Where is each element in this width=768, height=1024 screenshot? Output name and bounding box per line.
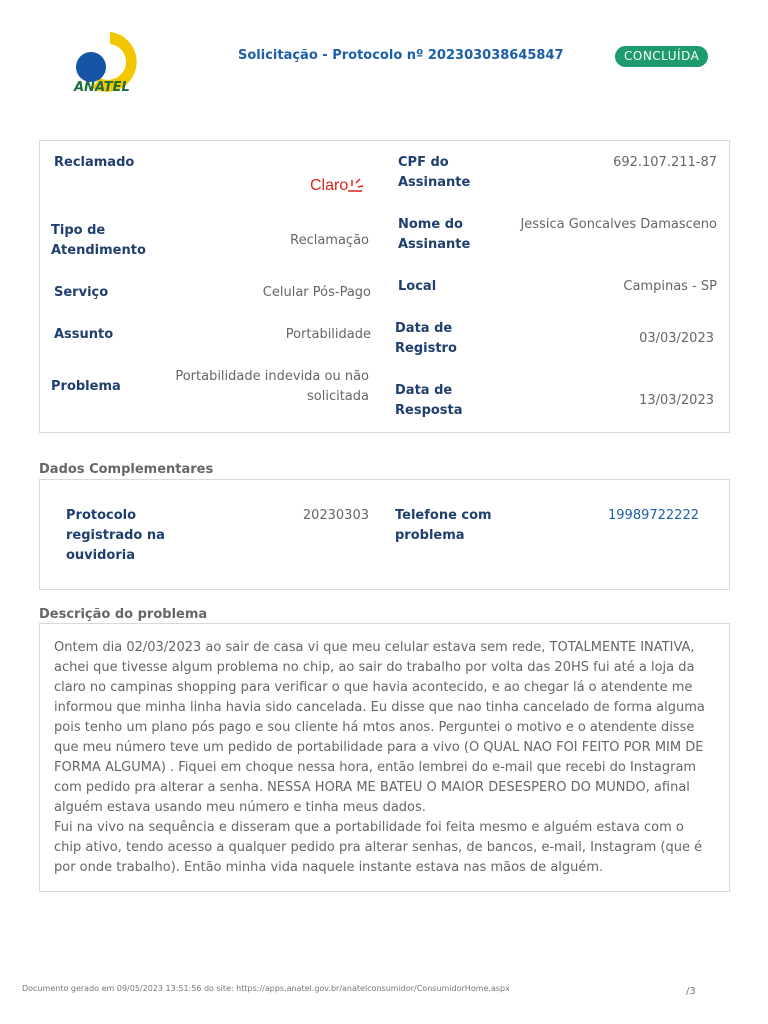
servico-label: Serviço bbox=[54, 285, 109, 300]
data-registro-value: 03/03/2023 bbox=[639, 331, 714, 346]
data-registro-label: Data de Registro bbox=[395, 321, 457, 356]
cpf-label: CPF do Assinante bbox=[398, 155, 471, 190]
descricao-title: Descrição do problema bbox=[39, 607, 208, 622]
assunto-label: Assunto bbox=[54, 327, 114, 342]
status-badge: CONCLUÍDA bbox=[615, 46, 708, 67]
anatel-logo bbox=[70, 28, 150, 100]
telefone-label: Telefone com problema bbox=[395, 508, 492, 543]
assunto-value: Portabilidade bbox=[285, 327, 371, 342]
telefone-value: 19989722222 bbox=[608, 508, 699, 523]
servico-value: Celular Pós-Pago bbox=[262, 285, 371, 300]
local-label: Local bbox=[398, 279, 437, 294]
descricao-paragraph-1: Ontem dia 02/03/2023 ao sair de casa vi que meu celular estava sem rede, TOTALMENTE INATIVA, achei que tivesse algum problema no chip, ao sair do trabalho por volta das 20HS fui até a loja da claro no campinas shopping para verificar o que havia acontecido, e ao chegar lá o atendente me informou que minha linha havia sido cancelada. Eu disse que nao tinha cancelado de forma alguma pois tenho um plano pós pago e sou cliente há mtos anos. Perguntei o motivo e o atendente disse que meu número teve um pedido de portabilidade para a vivo (O QUAL NAO FOI FEITO POR MIM DE FORMA ALGUMA) . Fiquei em choque nessa hora, então lembrei do e-mail que recebi do Instagram com pedido pra alterar a senha. NESSA HORA ME BATEU O MAIOR DESESPERO DO MUNDO, afinal alguém estava usando meu número e tinha meus dados. bbox=[54, 640, 705, 815]
page-title: Solicitação - Protocolo nº 202303038645847 bbox=[238, 48, 564, 63]
reclamado-label: Reclamado bbox=[54, 155, 135, 170]
dados-complementares-title: Dados Complementares bbox=[39, 462, 214, 477]
data-resposta-value: 13/03/2023 bbox=[639, 393, 714, 408]
local-value: Campinas - SP bbox=[623, 279, 717, 294]
protocolo-ouvidoria-label: Protocolo registrado na ouvidoria bbox=[66, 508, 165, 563]
problema-value: Portabilidade indevida ou não solicitada bbox=[175, 369, 369, 404]
tipo-atendimento-value: Reclamação bbox=[290, 233, 369, 248]
data-resposta-label: Data de Resposta bbox=[395, 383, 463, 418]
claro-logo-text: Claro bbox=[310, 177, 349, 194]
claro-logo bbox=[308, 174, 368, 200]
descricao-text bbox=[54, 638, 706, 878]
descricao-paragraph-2: Fui na vivo na sequência e disseram que a portabilidade foi feita mesmo e alguém estava com o chip ativo, tendo acesso a qualquer pedido pra alterar senhas, de bancos, e-mail, Instagram (que é por onde trabalho). Então minha vida naquele instante estava nas mãos de alguém. bbox=[54, 820, 703, 875]
page-number: /3 bbox=[686, 986, 696, 997]
tipo-atendimento-label: Tipo de Atendimento bbox=[51, 223, 146, 258]
footer-generated-text: Documento gerado em 09/05/2023 13:51:56 do site: https://apps.anatel.gov.br/anatelconsumidor/ConsumidorHome.aspx bbox=[22, 984, 510, 993]
nome-value: Jessica Goncalves Damasceno bbox=[520, 217, 717, 232]
cpf-value: 692.107.211-87 bbox=[613, 155, 717, 170]
anatel-logo-text: ANATEL bbox=[74, 80, 130, 95]
nome-label: Nome do Assinante bbox=[398, 217, 471, 252]
problema-label: Problema bbox=[51, 379, 121, 394]
protocolo-ouvidoria-value: 20230303 bbox=[302, 508, 369, 523]
